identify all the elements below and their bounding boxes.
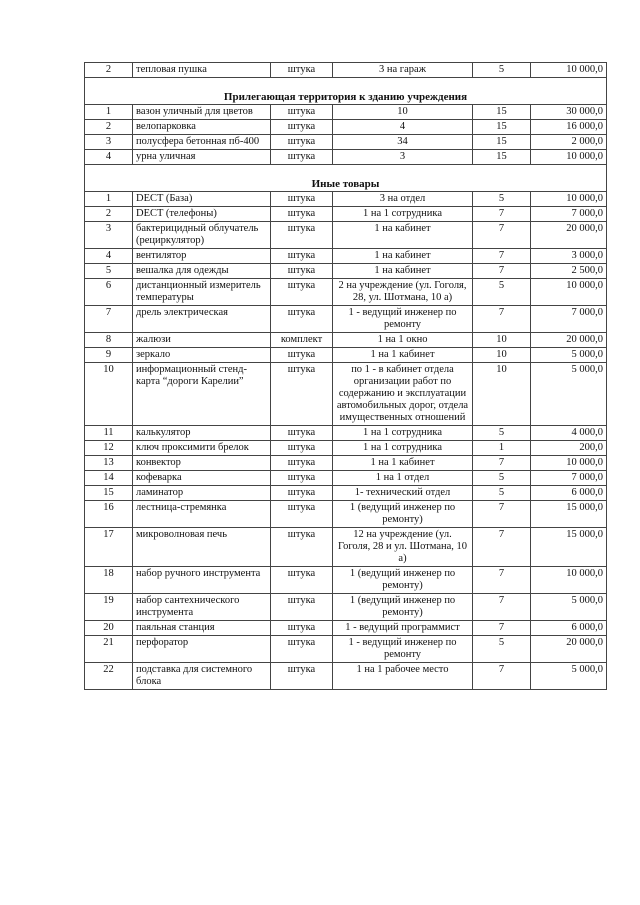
quantity-norm: 1 на 1 отдел (333, 471, 473, 486)
table-row (85, 222, 607, 249)
service-term: 7 (473, 594, 531, 621)
row-number: 21 (85, 636, 133, 663)
service-term: 5 (473, 471, 531, 486)
price: 10 000,0 (531, 279, 607, 306)
unit-measure: штука (271, 249, 333, 264)
service-term: 7 (473, 249, 531, 264)
quantity-norm: 1- технический отдел (333, 486, 473, 501)
table-row (85, 192, 607, 207)
quantity-norm: 1 - ведущий инженер по ремонту (333, 636, 473, 663)
service-term: 15 (473, 120, 531, 135)
service-term: 7 (473, 621, 531, 636)
price: 5 000,0 (531, 594, 607, 621)
row-number: 2 (85, 207, 133, 222)
row-number: 5 (85, 264, 133, 279)
price: 10 000,0 (531, 567, 607, 594)
quantity-norm: 1 на 1 сотрудника (333, 441, 473, 456)
table-row (85, 426, 607, 441)
row-number: 9 (85, 348, 133, 363)
unit-measure: штука (271, 120, 333, 135)
quantity-norm: 1 на кабинет (333, 249, 473, 264)
quantity-norm: 3 на отдел (333, 192, 473, 207)
price: 7 000,0 (531, 306, 607, 333)
item-name: бактерицидный облучатель (рециркулятор) (133, 222, 271, 249)
row-number: 4 (85, 150, 133, 165)
service-term: 10 (473, 348, 531, 363)
item-name: ключ проксимити брелок (133, 441, 271, 456)
item-name: кофеварка (133, 471, 271, 486)
price: 2 000,0 (531, 135, 607, 150)
table-row (85, 363, 607, 426)
item-name: тепловая пушка (133, 63, 271, 78)
quantity-norm: 3 на гараж (333, 63, 473, 78)
unit-measure: штука (271, 222, 333, 249)
price: 15 000,0 (531, 528, 607, 567)
quantity-norm: 12 на учреждение (ул. Гоголя, 28 и ул. Шотмана, 10 а) (333, 528, 473, 567)
service-term: 7 (473, 222, 531, 249)
price: 16 000,0 (531, 120, 607, 135)
unit-measure: комплект (271, 333, 333, 348)
item-name: набор ручного инструмента (133, 567, 271, 594)
price: 30 000,0 (531, 105, 607, 120)
item-name: зеркало (133, 348, 271, 363)
row-number: 13 (85, 456, 133, 471)
price: 7 000,0 (531, 207, 607, 222)
unit-measure: штука (271, 63, 333, 78)
item-name: DECT (телефоны) (133, 207, 271, 222)
item-name: микроволновая печь (133, 528, 271, 567)
unit-measure: штука (271, 486, 333, 501)
table-row (85, 348, 607, 363)
table-row (85, 501, 607, 528)
quantity-norm: 1 на кабинет (333, 264, 473, 279)
quantity-norm: 1 на 1 кабинет (333, 456, 473, 471)
quantity-norm: 1 (ведущий инженер по ремонту) (333, 594, 473, 621)
quantity-norm: 1 на 1 сотрудника (333, 207, 473, 222)
table-row (85, 63, 607, 78)
unit-measure: штука (271, 471, 333, 486)
row-number: 3 (85, 222, 133, 249)
unit-measure: штука (271, 441, 333, 456)
table-row (85, 456, 607, 471)
price: 20 000,0 (531, 636, 607, 663)
row-number: 16 (85, 501, 133, 528)
price: 5 000,0 (531, 348, 607, 363)
table-row (85, 279, 607, 306)
service-term: 10 (473, 363, 531, 426)
row-number: 19 (85, 594, 133, 621)
item-name: вентилятор (133, 249, 271, 264)
price: 200,0 (531, 441, 607, 456)
unit-measure: штука (271, 567, 333, 594)
quantity-norm: 2 на учреждение (ул. Гоголя, 28, ул. Шотмана, 10 а) (333, 279, 473, 306)
item-name: подставка для системного блока (133, 663, 271, 690)
unit-measure: штука (271, 306, 333, 333)
price: 20 000,0 (531, 333, 607, 348)
item-name: велопарковка (133, 120, 271, 135)
row-number: 7 (85, 306, 133, 333)
table-row (85, 441, 607, 456)
row-number: 22 (85, 663, 133, 690)
quantity-norm: 1 - ведущий программист (333, 621, 473, 636)
quantity-norm: 1 (ведущий инженер по ремонту) (333, 567, 473, 594)
price: 10 000,0 (531, 456, 607, 471)
unit-measure: штука (271, 207, 333, 222)
goods-table-body (85, 63, 607, 690)
unit-measure: штука (271, 279, 333, 306)
unit-measure: штука (271, 501, 333, 528)
price: 4 000,0 (531, 426, 607, 441)
service-term: 7 (473, 567, 531, 594)
service-term: 7 (473, 456, 531, 471)
table-row (85, 471, 607, 486)
item-name: DECT (База) (133, 192, 271, 207)
item-name: ламинатор (133, 486, 271, 501)
item-name: урна уличная (133, 150, 271, 165)
unit-measure: штука (271, 348, 333, 363)
row-number: 10 (85, 363, 133, 426)
table-row (85, 663, 607, 690)
service-term: 10 (473, 333, 531, 348)
row-number: 15 (85, 486, 133, 501)
item-name: перфоратор (133, 636, 271, 663)
price: 7 000,0 (531, 471, 607, 486)
item-name: паяльная станция (133, 621, 271, 636)
table-row (85, 135, 607, 150)
unit-measure: штука (271, 426, 333, 441)
row-number: 2 (85, 63, 133, 78)
item-name: лестница-стремянка (133, 501, 271, 528)
unit-measure: штука (271, 621, 333, 636)
unit-measure: штука (271, 636, 333, 663)
price: 10 000,0 (531, 192, 607, 207)
row-number: 3 (85, 135, 133, 150)
unit-measure: штука (271, 105, 333, 120)
row-number: 6 (85, 279, 133, 306)
unit-measure: штука (271, 264, 333, 279)
section-title: Иные товары (85, 165, 607, 192)
table-row (85, 486, 607, 501)
quantity-norm: 10 (333, 105, 473, 120)
price: 6 000,0 (531, 621, 607, 636)
service-term: 15 (473, 105, 531, 120)
table-row (85, 150, 607, 165)
unit-measure: штука (271, 363, 333, 426)
unit-measure: штука (271, 594, 333, 621)
price: 6 000,0 (531, 486, 607, 501)
price: 5 000,0 (531, 363, 607, 426)
price: 2 500,0 (531, 264, 607, 279)
quantity-norm: 1 на 1 окно (333, 333, 473, 348)
item-name: вазон уличный для цветов (133, 105, 271, 120)
row-number: 17 (85, 528, 133, 567)
service-term: 5 (473, 486, 531, 501)
goods-table (84, 62, 607, 690)
quantity-norm: 3 (333, 150, 473, 165)
service-term: 1 (473, 441, 531, 456)
price: 5 000,0 (531, 663, 607, 690)
service-term: 5 (473, 426, 531, 441)
quantity-norm: 1 на кабинет (333, 222, 473, 249)
section-header-row (85, 78, 607, 105)
price: 10 000,0 (531, 150, 607, 165)
table-row (85, 105, 607, 120)
table-row (85, 264, 607, 279)
unit-measure: штука (271, 663, 333, 690)
row-number: 4 (85, 249, 133, 264)
quantity-norm: 1 - ведущий инженер по ремонту (333, 306, 473, 333)
unit-measure: штука (271, 528, 333, 567)
item-name: калькулятор (133, 426, 271, 441)
service-term: 5 (473, 636, 531, 663)
service-term: 15 (473, 150, 531, 165)
row-number: 18 (85, 567, 133, 594)
price: 3 000,0 (531, 249, 607, 264)
row-number: 2 (85, 120, 133, 135)
price: 15 000,0 (531, 501, 607, 528)
item-name: информационный стенд-карта “дороги Карелии” (133, 363, 271, 426)
quantity-norm: 1 на 1 сотрудника (333, 426, 473, 441)
service-term: 7 (473, 306, 531, 333)
row-number: 8 (85, 333, 133, 348)
table-row (85, 306, 607, 333)
table-row (85, 333, 607, 348)
table-row (85, 528, 607, 567)
quantity-norm: по 1 - в кабинет отдела организации работ по содержанию и эксплуатации автомобильных дорог, отдела имущественных отношений (333, 363, 473, 426)
table-row (85, 567, 607, 594)
service-term: 7 (473, 264, 531, 279)
table-row (85, 120, 607, 135)
unit-measure: штука (271, 135, 333, 150)
quantity-norm: 1 (ведущий инженер по ремонту) (333, 501, 473, 528)
quantity-norm: 4 (333, 120, 473, 135)
service-term: 7 (473, 528, 531, 567)
row-number: 20 (85, 621, 133, 636)
price: 10 000,0 (531, 63, 607, 78)
row-number: 1 (85, 105, 133, 120)
item-name: набор сантехнического инструмента (133, 594, 271, 621)
row-number: 11 (85, 426, 133, 441)
table-row (85, 207, 607, 222)
service-term: 7 (473, 207, 531, 222)
item-name: полусфера бетонная пб-400 (133, 135, 271, 150)
table-row (85, 636, 607, 663)
section-header-row (85, 165, 607, 192)
service-term: 5 (473, 192, 531, 207)
unit-measure: штука (271, 150, 333, 165)
price: 20 000,0 (531, 222, 607, 249)
row-number: 1 (85, 192, 133, 207)
service-term: 5 (473, 279, 531, 306)
service-term: 15 (473, 135, 531, 150)
unit-measure: штука (271, 192, 333, 207)
service-term: 7 (473, 501, 531, 528)
item-name: конвектор (133, 456, 271, 471)
quantity-norm: 1 на 1 кабинет (333, 348, 473, 363)
item-name: вешалка для одежды (133, 264, 271, 279)
table-row (85, 249, 607, 264)
unit-measure: штука (271, 456, 333, 471)
row-number: 12 (85, 441, 133, 456)
quantity-norm: 1 на 1 рабочее место (333, 663, 473, 690)
table-row (85, 594, 607, 621)
section-title: Прилегающая территория к зданию учреждения (85, 78, 607, 105)
quantity-norm: 34 (333, 135, 473, 150)
service-term: 5 (473, 63, 531, 78)
item-name: дистанционный измеритель температуры (133, 279, 271, 306)
table-row (85, 621, 607, 636)
service-term: 7 (473, 663, 531, 690)
row-number: 14 (85, 471, 133, 486)
item-name: дрель электрическая (133, 306, 271, 333)
item-name: жалюзи (133, 333, 271, 348)
